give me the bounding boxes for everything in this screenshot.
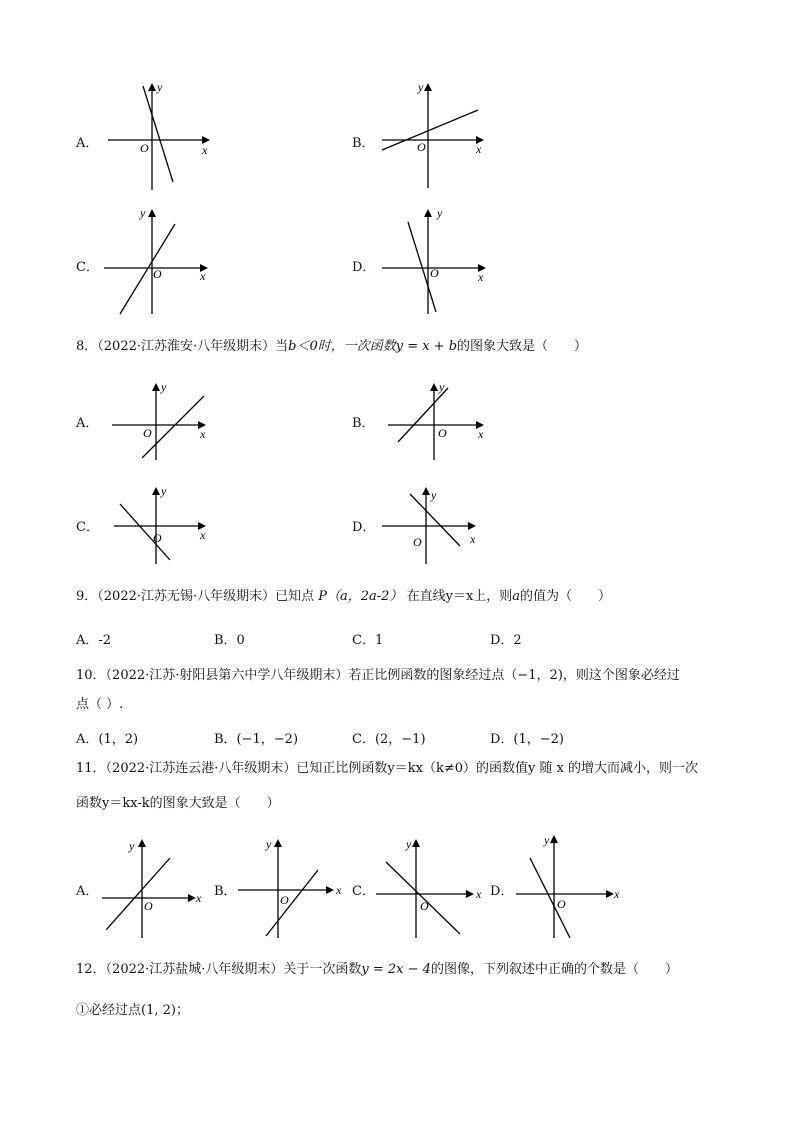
q9-mid: 在直线y＝x上，则 [406, 589, 513, 604]
y-label: y [161, 484, 167, 498]
q8-option-b-label: B． [352, 416, 375, 431]
x-label: x [200, 528, 206, 542]
q7-graph-d [376, 204, 496, 319]
function-line [266, 870, 318, 936]
function-line [386, 862, 460, 934]
q8-graph-c [106, 482, 216, 567]
q10-option-c: C．(2，−1) [352, 732, 426, 747]
y-arrow [424, 209, 432, 217]
y-label: y [266, 837, 272, 851]
question-11-line-2: 函数y＝kx-k的图象大致是（ ） [76, 796, 280, 811]
q7-graph-c [100, 204, 220, 319]
origin-label: O [153, 267, 162, 281]
origin-label: O [430, 266, 439, 280]
q8-graph-d [376, 482, 486, 567]
origin-label: O [417, 140, 426, 154]
option-a-label: A． [76, 136, 99, 151]
q10-option-d: D．(1，−2) [490, 732, 565, 747]
q11-option-d-label: D． [490, 884, 514, 899]
q11-option-a-label: A． [76, 884, 99, 899]
q11-graph-c [372, 834, 487, 944]
x-label: x [470, 532, 476, 546]
function-line [120, 504, 170, 560]
x-arrow [326, 886, 334, 894]
q7-graph-b [376, 78, 496, 193]
q9-tail: 的值为（ ） [520, 589, 612, 604]
y-label: y [129, 839, 135, 853]
origin-label: O [153, 531, 162, 545]
x-label: x [200, 427, 206, 441]
x-arrow [468, 522, 476, 530]
origin-label: O [413, 535, 422, 549]
origin-label: O [438, 426, 447, 440]
origin-label: O [140, 141, 149, 155]
y-label: y [406, 837, 412, 851]
y-arrow [422, 487, 430, 495]
y-arrow [148, 83, 156, 91]
x-label: x [478, 270, 484, 284]
y-arrow [138, 839, 146, 847]
function-line [120, 224, 175, 314]
q9-point: P（a，2a-2） [318, 589, 403, 604]
q8-graph-b [384, 378, 494, 463]
y-arrow [430, 383, 438, 391]
q9-option-d: D．2 [490, 633, 522, 648]
x-label: x [202, 143, 208, 157]
y-label: y [431, 488, 437, 502]
q11-option-b-label: B． [214, 884, 237, 899]
option-c-label: C． [76, 260, 99, 275]
q9-option-a: A．-2 [76, 633, 112, 648]
q9-text: 9．（2022·江苏无锡·八年级期末）已知点 [76, 589, 315, 604]
x-label: x [200, 269, 206, 283]
y-label: y [439, 380, 445, 394]
q10-option-a: A．(1，2) [76, 732, 139, 747]
y-label: y [418, 80, 424, 94]
function-line [143, 86, 173, 182]
q9-option-b: B．0 [214, 633, 245, 648]
q8-tail: 的图象大致是（ ） [457, 339, 588, 354]
question-9 [76, 588, 611, 606]
q12-formula: y = 2x − 4 [361, 962, 431, 977]
q8-option-d-label: D． [352, 520, 376, 535]
q11-graph-a [96, 834, 211, 944]
option-d-label: D． [352, 260, 376, 275]
question-10-line-2: 点（ ）. [76, 697, 124, 712]
q7-graph-a [100, 78, 220, 193]
x-label: x [476, 887, 482, 901]
question-12 [76, 961, 678, 979]
q11-option-c-label: C． [352, 884, 375, 899]
x-arrow [188, 894, 196, 902]
q12-item-1: ①必经过点(1, 2)； [76, 1003, 189, 1018]
q8-option-c-label: C． [76, 520, 99, 535]
q11-graph-b [234, 834, 349, 944]
x-label: x [336, 883, 342, 897]
q8-text: 8．（2022·江苏淮安·八年级期末）当 [76, 339, 289, 354]
q10-option-b: B．(−1，−2) [214, 732, 299, 747]
y-arrow [412, 839, 420, 847]
q8-formula: y = x + b [395, 339, 458, 354]
y-arrow [550, 835, 558, 843]
x-label: x [614, 887, 620, 901]
question-10-line-1: 10．（2022·江苏·射阳县第六中学八年级期末）若正比例函数的图象经过点（−1，2)，则这个图象必经过 [76, 668, 680, 683]
q12-text: 12．（2022·江苏盐城·八年级期末）关于一次函数 [76, 962, 362, 977]
function-line [106, 858, 170, 930]
q9-option-c: C．1 [352, 633, 384, 648]
y-label: y [140, 206, 146, 220]
q9-var: a [512, 589, 521, 604]
y-label: y [157, 80, 163, 94]
x-label: x [196, 891, 202, 905]
origin-label: O [280, 893, 289, 907]
function-line [382, 110, 478, 150]
y-label: y [544, 833, 550, 847]
origin-label: O [557, 897, 566, 911]
origin-label: O [420, 899, 429, 913]
option-b-label: B． [352, 136, 375, 151]
q8-condition: b＜0时，一次函数 [288, 339, 396, 354]
q11-graph-d [510, 830, 625, 942]
x-label: x [476, 142, 482, 156]
y-arrow [274, 839, 282, 847]
y-label: y [161, 380, 167, 394]
x-arrow [466, 890, 474, 898]
y-arrow [152, 487, 160, 495]
q12-tail: 的图像，下列叙述中正确的个数是（ ） [430, 962, 678, 977]
y-arrow [424, 83, 432, 91]
x-arrow [606, 890, 614, 898]
q8-graph-a [106, 378, 216, 463]
question-11-line-1: 11．（2022·江苏连云港·八年级期末）已知正比例函数y＝kx（k≠0）的函数值y 随 x 的增大而减小，则一次 [76, 761, 699, 776]
x-label: x [478, 427, 484, 441]
origin-label: O [144, 899, 153, 913]
question-8 [76, 338, 587, 356]
origin-label: O [143, 426, 152, 440]
y-arrow [152, 383, 160, 391]
q8-option-a-label: A． [76, 416, 99, 431]
y-arrow [148, 209, 156, 217]
y-label: y [437, 206, 443, 220]
